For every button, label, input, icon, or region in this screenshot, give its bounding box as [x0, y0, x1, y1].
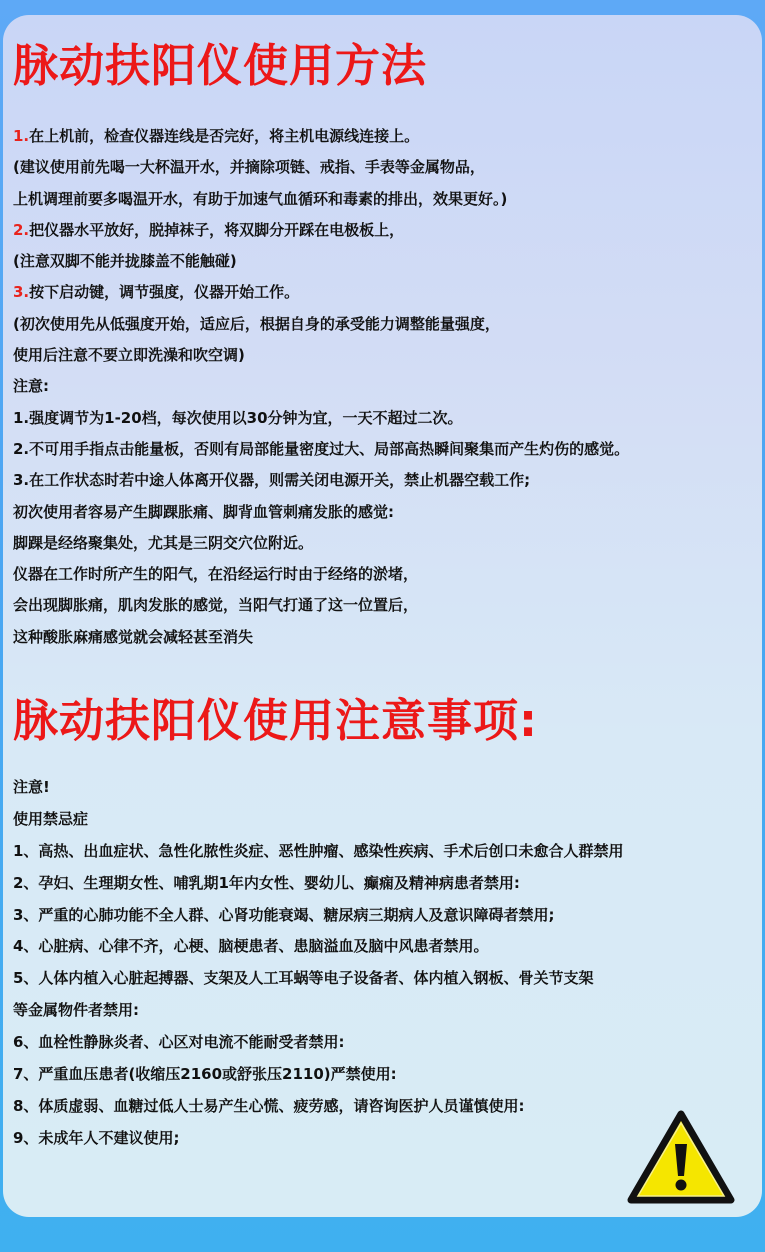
precautions-title: 脉动扶阳仪使用注意事项:	[13, 694, 538, 747]
text-line: 7、严重血压患者(收缩压2160或舒张压2110)严禁使用:	[13, 1065, 397, 1084]
text-line: 1.强度调节为1-20档，每次使用以30分钟为宜，一天不超过二次。	[13, 408, 463, 427]
step-number: 1.	[13, 127, 30, 145]
text-line: (初次使用先从低强度开始，适应后，根据自身的承受能力调整能量强度，	[13, 314, 500, 333]
text-line: 等金属物件者禁用:	[13, 1001, 139, 1020]
text-line: 2.不可用手指点击能量板，否则有局部能量密度过大、局部高热瞬间聚集而产生灼伤的感觉。	[13, 439, 630, 458]
text-line: 注意:	[13, 377, 49, 396]
text-line: 2.把仪器水平放好，脱掉袜子，将双脚分开踩在电极板上，	[13, 220, 405, 239]
text-line: 6、血栓性静脉炎者、心区对电流不能耐受者禁用:	[13, 1033, 345, 1052]
text-line: 上机调理前要多喝温开水，有助于加速气血循环和毒素的排出，效果更好。)	[13, 189, 508, 208]
text-line: 脚踝是经络聚集处，尤其是三阴交穴位附近。	[13, 533, 314, 552]
warning-triangle-icon	[627, 1110, 735, 1204]
text-line: 这种酸胀麻痛感觉就会减轻甚至消失	[13, 627, 254, 646]
text-line: 5、人体内植入心脏起搏器、支架及人工耳蜗等电子设备者、体内植入钢板、骨关节支架	[13, 969, 594, 988]
text-line: 1、高热、出血症状、急性化脓性炎症、恶性肿瘤、感染性疾病、手术后创口未愈合人群禁用	[13, 841, 624, 860]
text-line: 3.在工作状态时若中途人体离开仪器，则需关闭电源开关，禁止机器空载工作;	[13, 471, 531, 490]
text-line: 使用后注意不要立即洗澡和吹空调)	[13, 346, 245, 365]
text-line: 注意!	[13, 778, 50, 796]
step-number: 2.	[13, 220, 30, 239]
step-number: 3.	[13, 283, 30, 302]
precautions-section	[13, 772, 762, 1155]
text-line: 2、孕妇、生理期女性、哺乳期1年内女性、婴幼儿、癫痫及精神病患者禁用:	[13, 873, 520, 892]
text-line: 仪器在工作时所产生的阳气，在沿经运行时由于经络的淤堵，	[13, 565, 419, 584]
text-line: 3、严重的心肺功能不全人群、心肾功能衰竭、糖尿病三期病人及意识障碍者禁用;	[13, 905, 555, 924]
usage-method-section	[13, 121, 762, 653]
text-line: (建议使用前先喝一大杯温开水，并摘除项链、戒指、手表等金属物品，	[13, 158, 485, 177]
text-line: (注意双脚不能并拢膝盖不能触碰)	[13, 252, 237, 271]
instructions-card	[3, 15, 762, 1217]
text-line: 初次使用者容易产生脚踝胀痛、脚背血管刺痛发胀的感觉:	[13, 502, 395, 521]
text-line: 4、心脏病、心律不齐，心梗、脑梗患者、患脑溢血及脑中风患者禁用。	[13, 937, 489, 956]
text-line: 1.在上机前，检查仪器连线是否完好，将主机电源线连接上。	[13, 127, 420, 145]
text-line: 8、体质虚弱、血糖过低人士易产生心慌、疲劳感，请咨询医护人员谨慎使用:	[13, 1096, 525, 1115]
usage-method-title: 脉动扶阳仪使用方法	[13, 39, 428, 92]
text-line: 3.按下启动键，调节强度，仪器开始工作。	[13, 283, 300, 302]
text-line: 使用禁忌症	[13, 809, 89, 828]
text-line: 9、未成年人不建议使用;	[13, 1128, 180, 1147]
text-line: 会出现脚胀痛，肌肉发胀的感觉，当阳气打通了这一位置后，	[13, 596, 419, 615]
